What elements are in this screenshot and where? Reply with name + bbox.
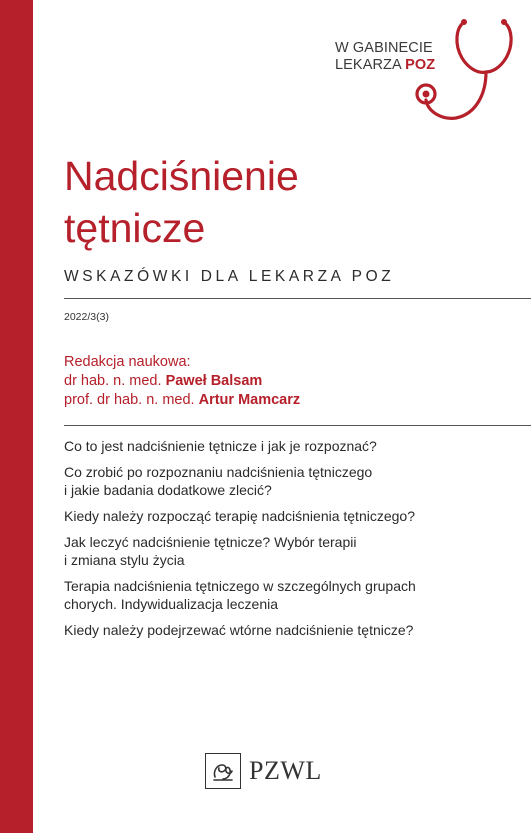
publisher-name: PZWL: [249, 756, 322, 785]
question-item: Terapia nadciśnienia tętniczego w szczególnych grupach chorych. Indywidualizacja leczenia: [64, 578, 416, 612]
red-spine-bar: [0, 0, 33, 833]
issue-number: 2022/3(3): [64, 311, 109, 323]
divider-bottom: [64, 425, 531, 426]
publisher-logo: [205, 751, 322, 791]
book-title: [64, 150, 299, 254]
pzwl-logo-icon: [205, 753, 241, 789]
question-item: Kiedy należy podejrzewać wtórne nadciśnienie tętnicze?: [64, 622, 414, 638]
divider-top: [64, 298, 531, 299]
question-item: Co zrobić po rozpoznaniu nadciśnienia tętniczego i jakie badania dodatkowe zlecić?: [64, 464, 373, 498]
question-item: Kiedy należy rozpocząć terapię nadciśnienia tętniczego?: [64, 508, 415, 524]
editors-heading: Redakcja naukowa:: [64, 354, 191, 370]
title-line-2: tętnicze: [64, 205, 206, 251]
question-item: Jak leczyć nadciśnienie tętnicze? Wybór terapii i zmiana stylu życia: [64, 534, 357, 568]
editor-2-name: Artur Mamcarz: [198, 392, 301, 408]
editor-1-name: Paweł Balsam: [165, 373, 263, 389]
series-line-2: LEKARZA POZ: [335, 57, 436, 73]
editor-1: dr hab. n. med. Paweł Balsam: [64, 373, 263, 389]
series-line-1: W GABINECIE: [335, 40, 433, 56]
editors-block: [64, 353, 300, 410]
title-line-1: Nadciśnienie: [64, 153, 299, 199]
book-subtitle: WSKAZÓWKI DLA LEKARZA POZ: [64, 268, 395, 285]
editor-2: prof. dr hab. n. med. Artur Mamcarz: [64, 392, 301, 408]
question-item: Co to jest nadciśnienie tętnicze i jak je rozpoznać?: [64, 438, 377, 454]
stethoscope-icon: [404, 14, 514, 134]
contents-questions: [64, 437, 504, 647]
